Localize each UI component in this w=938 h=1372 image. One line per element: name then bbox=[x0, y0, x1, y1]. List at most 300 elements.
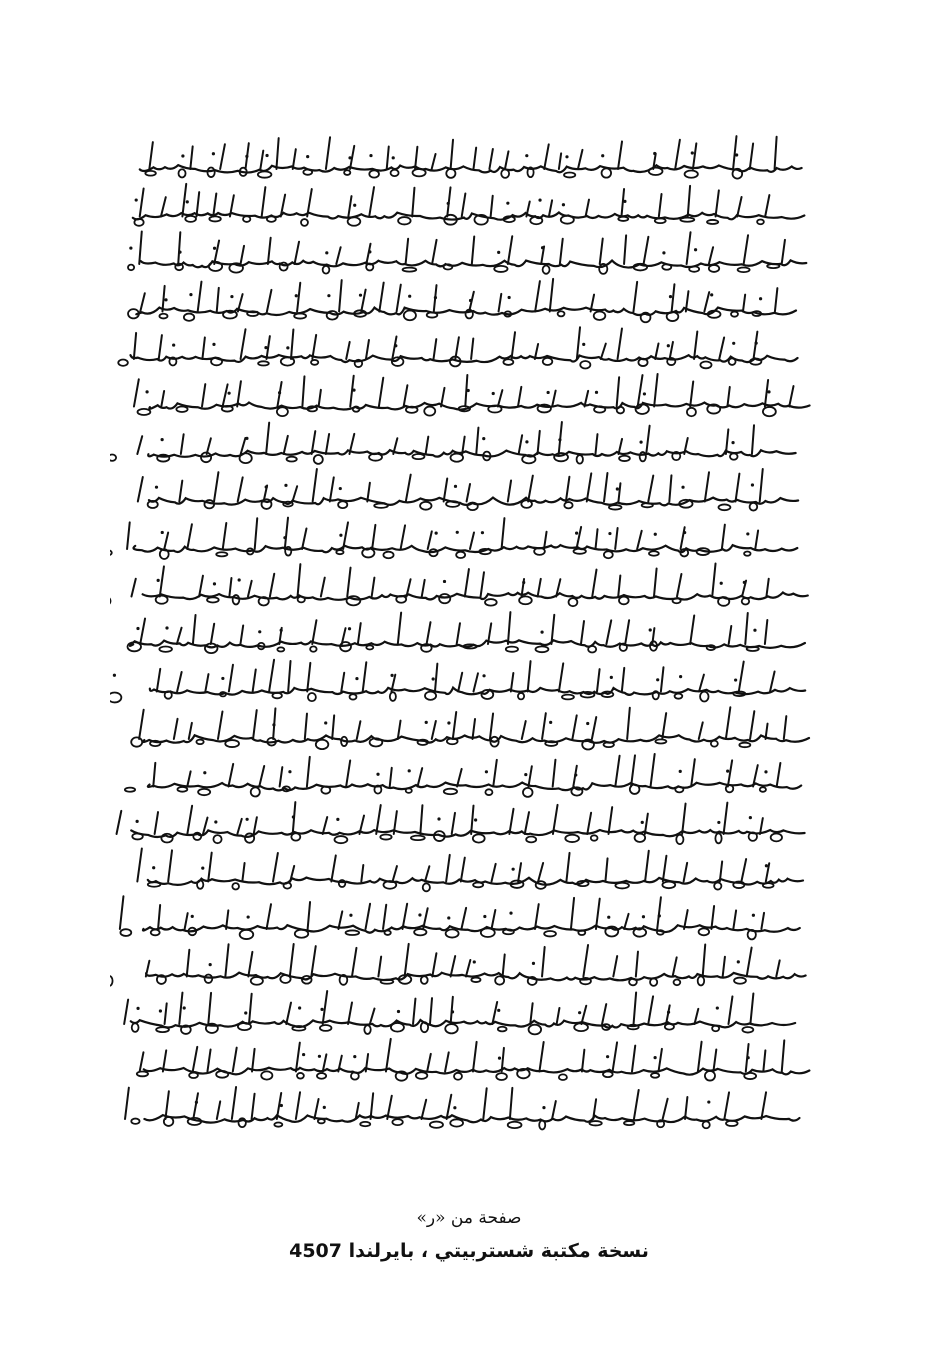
letter-loop bbox=[523, 788, 533, 797]
ascender-stroke bbox=[511, 673, 514, 692]
manuscript-line bbox=[110, 944, 806, 986]
letter-loop bbox=[501, 169, 509, 177]
ascender-stroke bbox=[571, 898, 574, 929]
diacritic-dot bbox=[764, 770, 767, 773]
ascender-stroke bbox=[190, 146, 192, 169]
letter-loop bbox=[391, 170, 399, 176]
diacritic-dot bbox=[238, 578, 241, 581]
diacritic-dot bbox=[658, 914, 661, 917]
ascender-stroke bbox=[379, 378, 383, 407]
ascender-stroke bbox=[177, 672, 182, 692]
diacritic-dot bbox=[669, 295, 672, 298]
ascender-stroke bbox=[445, 1052, 449, 1071]
manuscript-line bbox=[110, 660, 805, 703]
ascender-stroke bbox=[330, 477, 334, 501]
ascender-stroke bbox=[776, 960, 779, 976]
ascender-stroke bbox=[159, 335, 162, 359]
letter-loop bbox=[416, 1072, 427, 1079]
ascender-stroke bbox=[544, 144, 548, 169]
script-stroke bbox=[130, 355, 797, 362]
letter-loop bbox=[757, 219, 764, 224]
ascender-stroke bbox=[662, 713, 666, 739]
ascender-stroke bbox=[241, 329, 246, 359]
ascender-stroke bbox=[403, 904, 408, 929]
ascender-stroke bbox=[160, 566, 164, 596]
ascender-stroke bbox=[376, 805, 381, 834]
ascender-stroke bbox=[254, 817, 257, 834]
script-stroke bbox=[143, 735, 809, 743]
letter-loop bbox=[350, 694, 357, 699]
letter-loop bbox=[707, 220, 718, 224]
diacritic-dot bbox=[434, 296, 437, 299]
letter-loop bbox=[700, 362, 711, 369]
diacritic-dot bbox=[483, 915, 486, 918]
ascender-stroke bbox=[491, 196, 493, 217]
letter-loop bbox=[662, 264, 671, 270]
diacritic-dot bbox=[152, 866, 155, 869]
ascender-stroke bbox=[763, 1050, 765, 1071]
letter-loop bbox=[369, 170, 379, 177]
letter-loop bbox=[281, 357, 294, 365]
letter-loop bbox=[450, 454, 463, 462]
ascender-stroke bbox=[314, 1099, 318, 1119]
letter-loop bbox=[243, 216, 250, 222]
letter-loop bbox=[446, 929, 459, 937]
ascender-stroke bbox=[651, 754, 655, 786]
ascender-stroke bbox=[637, 531, 642, 549]
ascender-stroke bbox=[724, 803, 728, 834]
ascender-stroke bbox=[248, 581, 252, 597]
ascender-stroke bbox=[397, 285, 401, 312]
ascender-stroke bbox=[241, 438, 246, 454]
ascender-stroke bbox=[413, 999, 415, 1024]
script-stroke bbox=[148, 878, 803, 885]
ascender-stroke bbox=[366, 340, 369, 359]
diacritic-dot bbox=[735, 153, 738, 156]
diacritic-dot bbox=[482, 674, 485, 677]
letter-loop bbox=[698, 976, 704, 985]
diacritic-dot bbox=[759, 297, 762, 300]
script-stroke bbox=[148, 783, 801, 791]
ascender-stroke bbox=[187, 950, 190, 977]
letter-loop bbox=[151, 930, 160, 936]
ascender-stroke bbox=[752, 425, 754, 454]
diacritic-dot bbox=[747, 1056, 750, 1059]
diacritic-dot bbox=[349, 914, 352, 917]
letter-loop bbox=[676, 835, 683, 844]
diacritic-dot bbox=[482, 437, 485, 440]
ascender-stroke bbox=[583, 945, 588, 977]
diacritic-dot bbox=[352, 389, 355, 392]
letter-loop bbox=[744, 1073, 756, 1079]
ascender-stroke bbox=[625, 620, 629, 644]
letter-loop bbox=[267, 216, 276, 222]
letter-loop bbox=[635, 834, 646, 842]
ascender-stroke bbox=[586, 200, 589, 217]
letter-loop bbox=[216, 552, 227, 556]
ascender-stroke bbox=[782, 240, 785, 264]
ascender-stroke bbox=[782, 1040, 785, 1071]
ascender-stroke bbox=[290, 944, 294, 977]
ascender-stroke bbox=[361, 865, 363, 882]
letter-loop bbox=[604, 551, 613, 558]
letter-loop bbox=[673, 598, 681, 603]
ascender-stroke bbox=[560, 239, 563, 264]
ascender-stroke bbox=[165, 1003, 167, 1024]
diacritic-dot bbox=[524, 773, 527, 776]
diacritic-dot bbox=[497, 251, 500, 254]
ascender-stroke bbox=[685, 1097, 687, 1119]
letter-loop bbox=[665, 1024, 674, 1030]
ascender-stroke bbox=[535, 281, 540, 311]
diacritic-dot bbox=[492, 392, 495, 395]
ascender-stroke bbox=[253, 669, 256, 691]
ascender-stroke bbox=[165, 1091, 168, 1119]
manuscript-line bbox=[138, 469, 798, 511]
ascender-stroke bbox=[302, 376, 304, 406]
ascender-stroke bbox=[736, 474, 740, 502]
ascender-stroke bbox=[390, 768, 392, 787]
diacritic-dot bbox=[746, 532, 749, 535]
diacritic-dot bbox=[623, 200, 626, 203]
ascender-stroke bbox=[712, 564, 715, 597]
letter-loop bbox=[189, 1073, 198, 1078]
diacritic-dot bbox=[540, 631, 543, 634]
ascender-stroke bbox=[648, 476, 653, 502]
ascender-stroke bbox=[370, 1009, 375, 1024]
ascender-stroke bbox=[761, 1092, 766, 1119]
letter-loop bbox=[390, 692, 396, 701]
letter-loop bbox=[398, 217, 411, 224]
ascender-stroke bbox=[226, 910, 228, 929]
letter-loop bbox=[177, 787, 187, 792]
ascender-stroke bbox=[705, 472, 709, 501]
diacritic-dot bbox=[320, 1008, 323, 1011]
diacritic-dot bbox=[228, 392, 231, 395]
letter-loop bbox=[456, 552, 465, 558]
diacritic-dot bbox=[542, 1106, 545, 1109]
diacritic-dot bbox=[221, 677, 224, 680]
letter-loop bbox=[535, 646, 548, 652]
diacritic-dot bbox=[201, 867, 204, 870]
ascender-stroke bbox=[528, 766, 531, 786]
diacritic-dot bbox=[353, 1055, 356, 1058]
diacritic-dot bbox=[425, 721, 428, 724]
ascender-stroke bbox=[659, 1049, 662, 1072]
letter-loop bbox=[521, 500, 532, 508]
diacritic-dot bbox=[355, 677, 358, 680]
ascender-stroke bbox=[613, 1042, 617, 1071]
letter-loop bbox=[320, 1025, 332, 1031]
ascender-stroke bbox=[179, 481, 182, 502]
diacritic-dot bbox=[454, 485, 457, 488]
manuscript-line bbox=[134, 374, 810, 416]
letter-loop bbox=[518, 693, 524, 699]
letter-loop bbox=[594, 311, 606, 320]
ascender-stroke bbox=[164, 533, 168, 549]
letter-loop bbox=[132, 1023, 139, 1032]
ascender-stroke bbox=[745, 613, 747, 644]
diacritic-dot bbox=[265, 154, 268, 157]
ascender-stroke bbox=[149, 142, 152, 169]
diacritic-dot bbox=[353, 204, 356, 207]
ascender-stroke bbox=[703, 945, 706, 977]
ascender-stroke bbox=[182, 184, 186, 217]
ascender-stroke bbox=[502, 518, 505, 549]
letter-loop bbox=[196, 740, 203, 745]
letter-loop bbox=[526, 836, 536, 842]
letter-loop bbox=[714, 883, 721, 890]
diacritic-dot bbox=[447, 202, 450, 205]
letter-loop bbox=[498, 1027, 507, 1032]
ascender-stroke bbox=[461, 908, 466, 929]
ascender-stroke bbox=[592, 570, 596, 597]
letter-loop bbox=[233, 595, 240, 604]
ascender-stroke bbox=[260, 151, 263, 169]
letter-loop bbox=[316, 740, 329, 749]
ascender-stroke bbox=[691, 759, 695, 786]
ascender-stroke bbox=[435, 664, 437, 692]
manuscript-page-image bbox=[110, 130, 830, 1160]
ascender-stroke bbox=[538, 863, 543, 881]
letter-loop bbox=[731, 312, 738, 317]
letter-loop bbox=[283, 883, 291, 889]
letter-loop bbox=[496, 1073, 507, 1080]
letter-loop bbox=[245, 833, 254, 842]
diacritic-dot bbox=[437, 817, 440, 820]
ascender-stroke bbox=[137, 436, 142, 454]
diacritic-dot bbox=[298, 1006, 301, 1009]
diacritic-dot bbox=[694, 248, 697, 251]
ascender-stroke bbox=[233, 1048, 237, 1072]
letter-loop bbox=[619, 456, 630, 461]
diacritic-dot bbox=[481, 531, 484, 534]
ascender-stroke bbox=[387, 147, 389, 169]
ascender-stroke bbox=[538, 579, 541, 597]
ascender-stroke bbox=[508, 612, 510, 644]
diacritic-dot bbox=[549, 721, 552, 724]
diacritic-dot bbox=[432, 677, 435, 680]
diacritic-dot bbox=[213, 582, 216, 585]
letter-loop bbox=[495, 976, 504, 984]
ascender-stroke bbox=[682, 804, 685, 834]
manuscript-line bbox=[110, 564, 808, 607]
ascender-stroke bbox=[713, 1050, 716, 1072]
letter-loop bbox=[685, 171, 698, 178]
ascender-stroke bbox=[339, 280, 342, 311]
letter-loop bbox=[258, 171, 272, 177]
letter-loop bbox=[297, 1073, 304, 1079]
letter-loop bbox=[222, 406, 233, 412]
letter-loop bbox=[364, 1025, 370, 1034]
ascender-stroke bbox=[444, 479, 448, 502]
letter-loop bbox=[148, 882, 161, 886]
ascender-stroke bbox=[724, 1092, 729, 1119]
letter-loop bbox=[667, 312, 679, 321]
ascender-stroke bbox=[276, 138, 278, 169]
diacritic-dot bbox=[283, 536, 286, 539]
ascender-stroke bbox=[765, 380, 768, 407]
diacritic-dot bbox=[394, 344, 397, 347]
diacritic-dot bbox=[359, 294, 362, 297]
letter-loop bbox=[651, 1073, 659, 1078]
letter-loop bbox=[150, 741, 160, 746]
ascender-stroke bbox=[615, 528, 617, 549]
ascender-stroke bbox=[420, 805, 422, 834]
ascender-stroke bbox=[131, 579, 135, 597]
diacritic-dot bbox=[498, 1057, 501, 1060]
diacritic-dot bbox=[136, 820, 139, 823]
letter-loop bbox=[588, 646, 596, 652]
ascender-stroke bbox=[259, 766, 264, 786]
ascender-stroke bbox=[585, 391, 589, 407]
letter-loop bbox=[159, 314, 167, 319]
diacritic-dot bbox=[178, 251, 181, 254]
letter-loop bbox=[240, 930, 254, 939]
diacritic-dot bbox=[324, 721, 327, 724]
letter-loop bbox=[450, 1119, 463, 1126]
letter-loop bbox=[156, 596, 168, 604]
manuscript-line bbox=[128, 279, 796, 322]
diacritic-dot bbox=[247, 915, 250, 918]
ascender-stroke bbox=[716, 190, 719, 216]
ascender-stroke bbox=[618, 575, 620, 596]
ascender-stroke bbox=[207, 438, 211, 454]
ascender-stroke bbox=[657, 897, 661, 929]
diacritic-dot bbox=[606, 1055, 609, 1058]
ascender-stroke bbox=[398, 613, 401, 644]
letter-loop bbox=[506, 647, 518, 652]
diacritic-dot bbox=[157, 579, 160, 582]
ascender-stroke bbox=[699, 722, 703, 739]
ascender-stroke bbox=[646, 426, 649, 454]
letter-loop bbox=[277, 407, 288, 416]
manuscript-line bbox=[124, 991, 795, 1034]
letter-loop bbox=[675, 787, 683, 793]
ascender-stroke bbox=[218, 711, 223, 739]
letter-loop bbox=[383, 552, 393, 559]
ascender-stroke bbox=[347, 568, 350, 597]
ascender-stroke bbox=[659, 194, 662, 217]
ascender-stroke bbox=[663, 1099, 668, 1119]
letter-loop bbox=[360, 1122, 370, 1126]
letter-loop bbox=[205, 974, 213, 982]
letter-loop bbox=[703, 1121, 710, 1128]
diacritic-dot bbox=[731, 441, 734, 444]
ascender-stroke bbox=[698, 1042, 702, 1072]
ascender-stroke bbox=[427, 1054, 431, 1072]
ascender-stroke bbox=[631, 755, 635, 786]
ascender-stroke bbox=[214, 241, 219, 264]
ascender-stroke bbox=[747, 948, 752, 977]
ascender-stroke bbox=[346, 761, 350, 787]
letter-loop bbox=[604, 742, 614, 747]
letter-loop bbox=[287, 457, 297, 462]
letter-loop bbox=[251, 977, 263, 985]
diacritic-dot bbox=[562, 203, 565, 206]
diacritic-dot bbox=[679, 675, 682, 678]
diacritic-dot bbox=[717, 821, 720, 824]
diacritic-dot bbox=[390, 674, 393, 677]
ascender-stroke bbox=[140, 188, 144, 216]
manuscript-line bbox=[128, 231, 806, 273]
ascender-stroke bbox=[139, 231, 142, 264]
letter-loop bbox=[207, 597, 219, 602]
diacritic-dot bbox=[339, 534, 342, 537]
ascender-stroke bbox=[467, 484, 470, 501]
ascender-stroke bbox=[422, 580, 425, 597]
ascender-stroke bbox=[383, 905, 386, 929]
ascender-stroke bbox=[461, 858, 465, 882]
diacritic-dot bbox=[586, 722, 589, 725]
ascender-stroke bbox=[369, 187, 374, 216]
diacritic-dot bbox=[525, 440, 528, 443]
ascender-stroke bbox=[432, 154, 436, 169]
ascender-stroke bbox=[117, 811, 122, 834]
letter-loop bbox=[494, 266, 507, 272]
ascender-stroke bbox=[566, 853, 569, 882]
letter-loop bbox=[334, 836, 347, 843]
diacritic-dot bbox=[641, 821, 644, 824]
letter-loop bbox=[261, 499, 271, 509]
ascender-stroke bbox=[418, 768, 423, 786]
diacritic-dot bbox=[129, 246, 132, 249]
letter-loop bbox=[718, 504, 730, 510]
ascender-stroke bbox=[462, 194, 466, 217]
ascender-stroke bbox=[451, 956, 456, 976]
letter-loop bbox=[423, 883, 430, 891]
ascender-stroke bbox=[291, 330, 293, 359]
script-stroke bbox=[143, 593, 808, 600]
diacritic-dot bbox=[639, 441, 642, 444]
diacritic-dot bbox=[565, 155, 568, 158]
ascender-stroke bbox=[220, 144, 225, 169]
diacritic-dot bbox=[654, 1056, 657, 1059]
diacritic-dot bbox=[164, 298, 167, 301]
diacritic-dot bbox=[418, 913, 421, 916]
ascender-stroke bbox=[331, 855, 335, 881]
ascender-stroke bbox=[775, 137, 777, 169]
ascender-stroke bbox=[401, 525, 405, 549]
ascender-stroke bbox=[457, 769, 462, 787]
letter-loop bbox=[709, 265, 719, 272]
ascender-stroke bbox=[208, 853, 212, 882]
letter-loop bbox=[164, 1117, 173, 1126]
ascender-stroke bbox=[693, 143, 696, 169]
letter-loop bbox=[406, 788, 412, 792]
diacritic-dot bbox=[512, 868, 515, 871]
letter-loop bbox=[392, 1119, 402, 1125]
ascender-stroke bbox=[140, 1052, 144, 1071]
letter-loop bbox=[624, 1121, 634, 1125]
ascender-stroke bbox=[208, 993, 211, 1024]
ascender-stroke bbox=[661, 667, 664, 691]
letter-loop bbox=[700, 692, 708, 702]
ascender-stroke bbox=[387, 1096, 392, 1119]
manuscript-line bbox=[125, 1087, 799, 1129]
letter-loop bbox=[404, 310, 416, 320]
letter-loop bbox=[120, 929, 131, 936]
ascender-stroke bbox=[177, 628, 182, 644]
ascender-stroke bbox=[249, 994, 252, 1024]
ascender-stroke bbox=[428, 531, 432, 549]
ascender-stroke bbox=[225, 944, 228, 976]
ascender-stroke bbox=[305, 714, 307, 739]
letter-loop bbox=[655, 739, 666, 743]
ascender-stroke bbox=[618, 329, 622, 359]
letter-loop bbox=[578, 930, 585, 935]
ascender-stroke bbox=[297, 283, 300, 312]
